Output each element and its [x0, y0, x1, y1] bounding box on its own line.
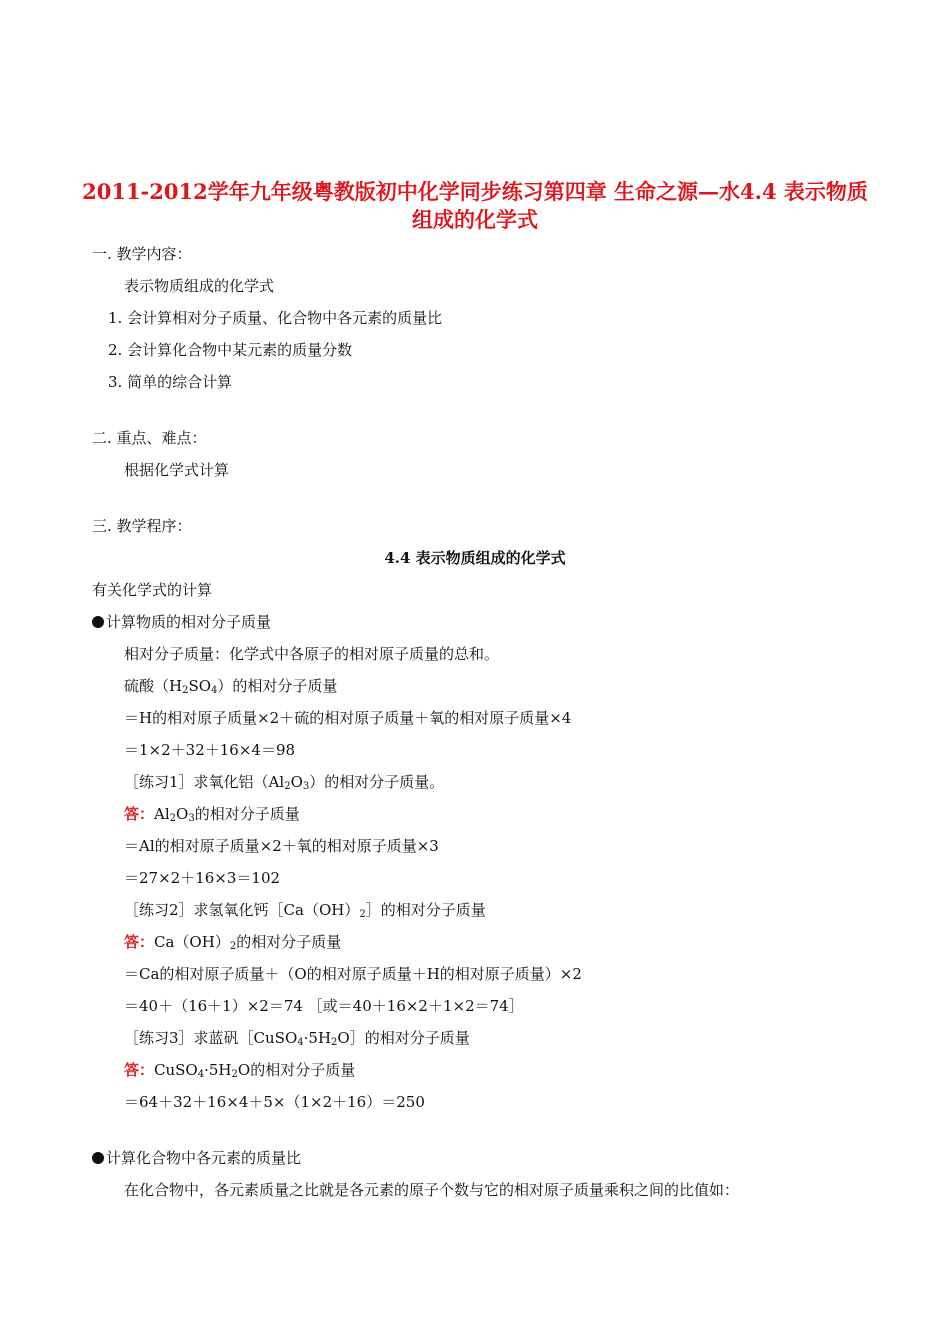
section2-content: 根据化学式计算 [124, 461, 230, 479]
example-label: 硫酸$(H_2SO_4)$的相对分子质量 [124, 677, 338, 696]
answer-label: 答： [124, 805, 155, 823]
exercise-1-question: ［练习1］求氧化铝$(Al_2O_3)$的相对分子质量。 [124, 773, 445, 792]
section-subtitle: 4.4 表示物质组成的化学式 [384, 549, 566, 567]
example-step-1: ＝H的相对原子质量×2＋硫的相对原子质量＋氧的相对原子质量×4 [124, 709, 572, 727]
exercise-2-answer: 答：$Ca(OH)_2$的相对分子质量 [124, 933, 342, 952]
bullet2-content: 在化合物中，各元素质量之比就是各元素的原子个数与它的相对原子质量乘积之间的比值如： [124, 1181, 740, 1199]
exercise-2-step-2: ＝40＋（16＋1）×2＝74 ［或＝40＋16×2＋1×2＝74］ [124, 997, 524, 1015]
section1-item-3: 3. 简单的综合计算 [108, 373, 233, 391]
bullet2-heading-row [92, 1148, 301, 1168]
page-title: 2011-2012学年九年级粤教版初中化学同步练习第四章 生命之源—水4.4 表示物质组成的化学式 [82, 179, 868, 232]
exercise-1-step-1: ＝Al的相对原子质量×2＋氧的相对原子质量×3 [124, 837, 439, 855]
bullet1-heading-row [92, 612, 271, 632]
exercise-3-question: ［练习3］求蓝矾$[CuSO_4\cdot 5H_2O]$的相对分子质量 [124, 1029, 470, 1048]
exercise-3-answer: 答：$CuSO_4\cdot 5H_2O$的相对分子质量 [124, 1061, 356, 1080]
section1-item-1: 1. 会计算相对分子质量、化合物中各元素的质量比 [108, 309, 443, 327]
bullet-icon [92, 616, 104, 628]
section3-intro: 有关化学式的计算 [92, 581, 213, 599]
example-step-2: ＝1×2＋32＋16×4＝98 [124, 741, 296, 759]
bullet2-heading: 计算化合物中各元素的质量比 [106, 1149, 302, 1167]
answer-label: 答： [124, 1061, 155, 1079]
exercise-1-step-2: ＝27×2＋16×3＝102 [124, 869, 281, 887]
exercise-2-step-1: ＝Ca的相对原子质量＋（O的相对原子质量＋H的相对原子质量）×2 [124, 965, 582, 983]
bullet-icon [92, 1152, 104, 1164]
section1-heading: 一. 教学内容： [92, 245, 192, 263]
answer-label: 答： [124, 933, 155, 951]
section3-heading: 三. 教学程序： [92, 517, 192, 535]
bullet1-heading: 计算物质的相对分子质量 [106, 613, 272, 631]
exercise-2-question: ［练习2］求氢氧化钙$[Ca(OH)_2]$的相对分子质量 [124, 901, 486, 920]
section1-topic: 表示物质组成的化学式 [124, 277, 275, 295]
section1-item-2: 2. 会计算化合物中某元素的质量分数 [108, 341, 353, 359]
exercise-1-answer: 答：$Al_2O_3$的相对分子质量 [124, 805, 300, 824]
bullet1-definition: 相对分子质量：化学式中各原子的相对原子质量的总和。 [124, 645, 500, 663]
exercise-3-step-1: ＝64＋32＋16×4＋5×（1×2＋16）＝250 [124, 1093, 425, 1111]
section2-heading: 二. 重点、难点： [92, 429, 207, 447]
